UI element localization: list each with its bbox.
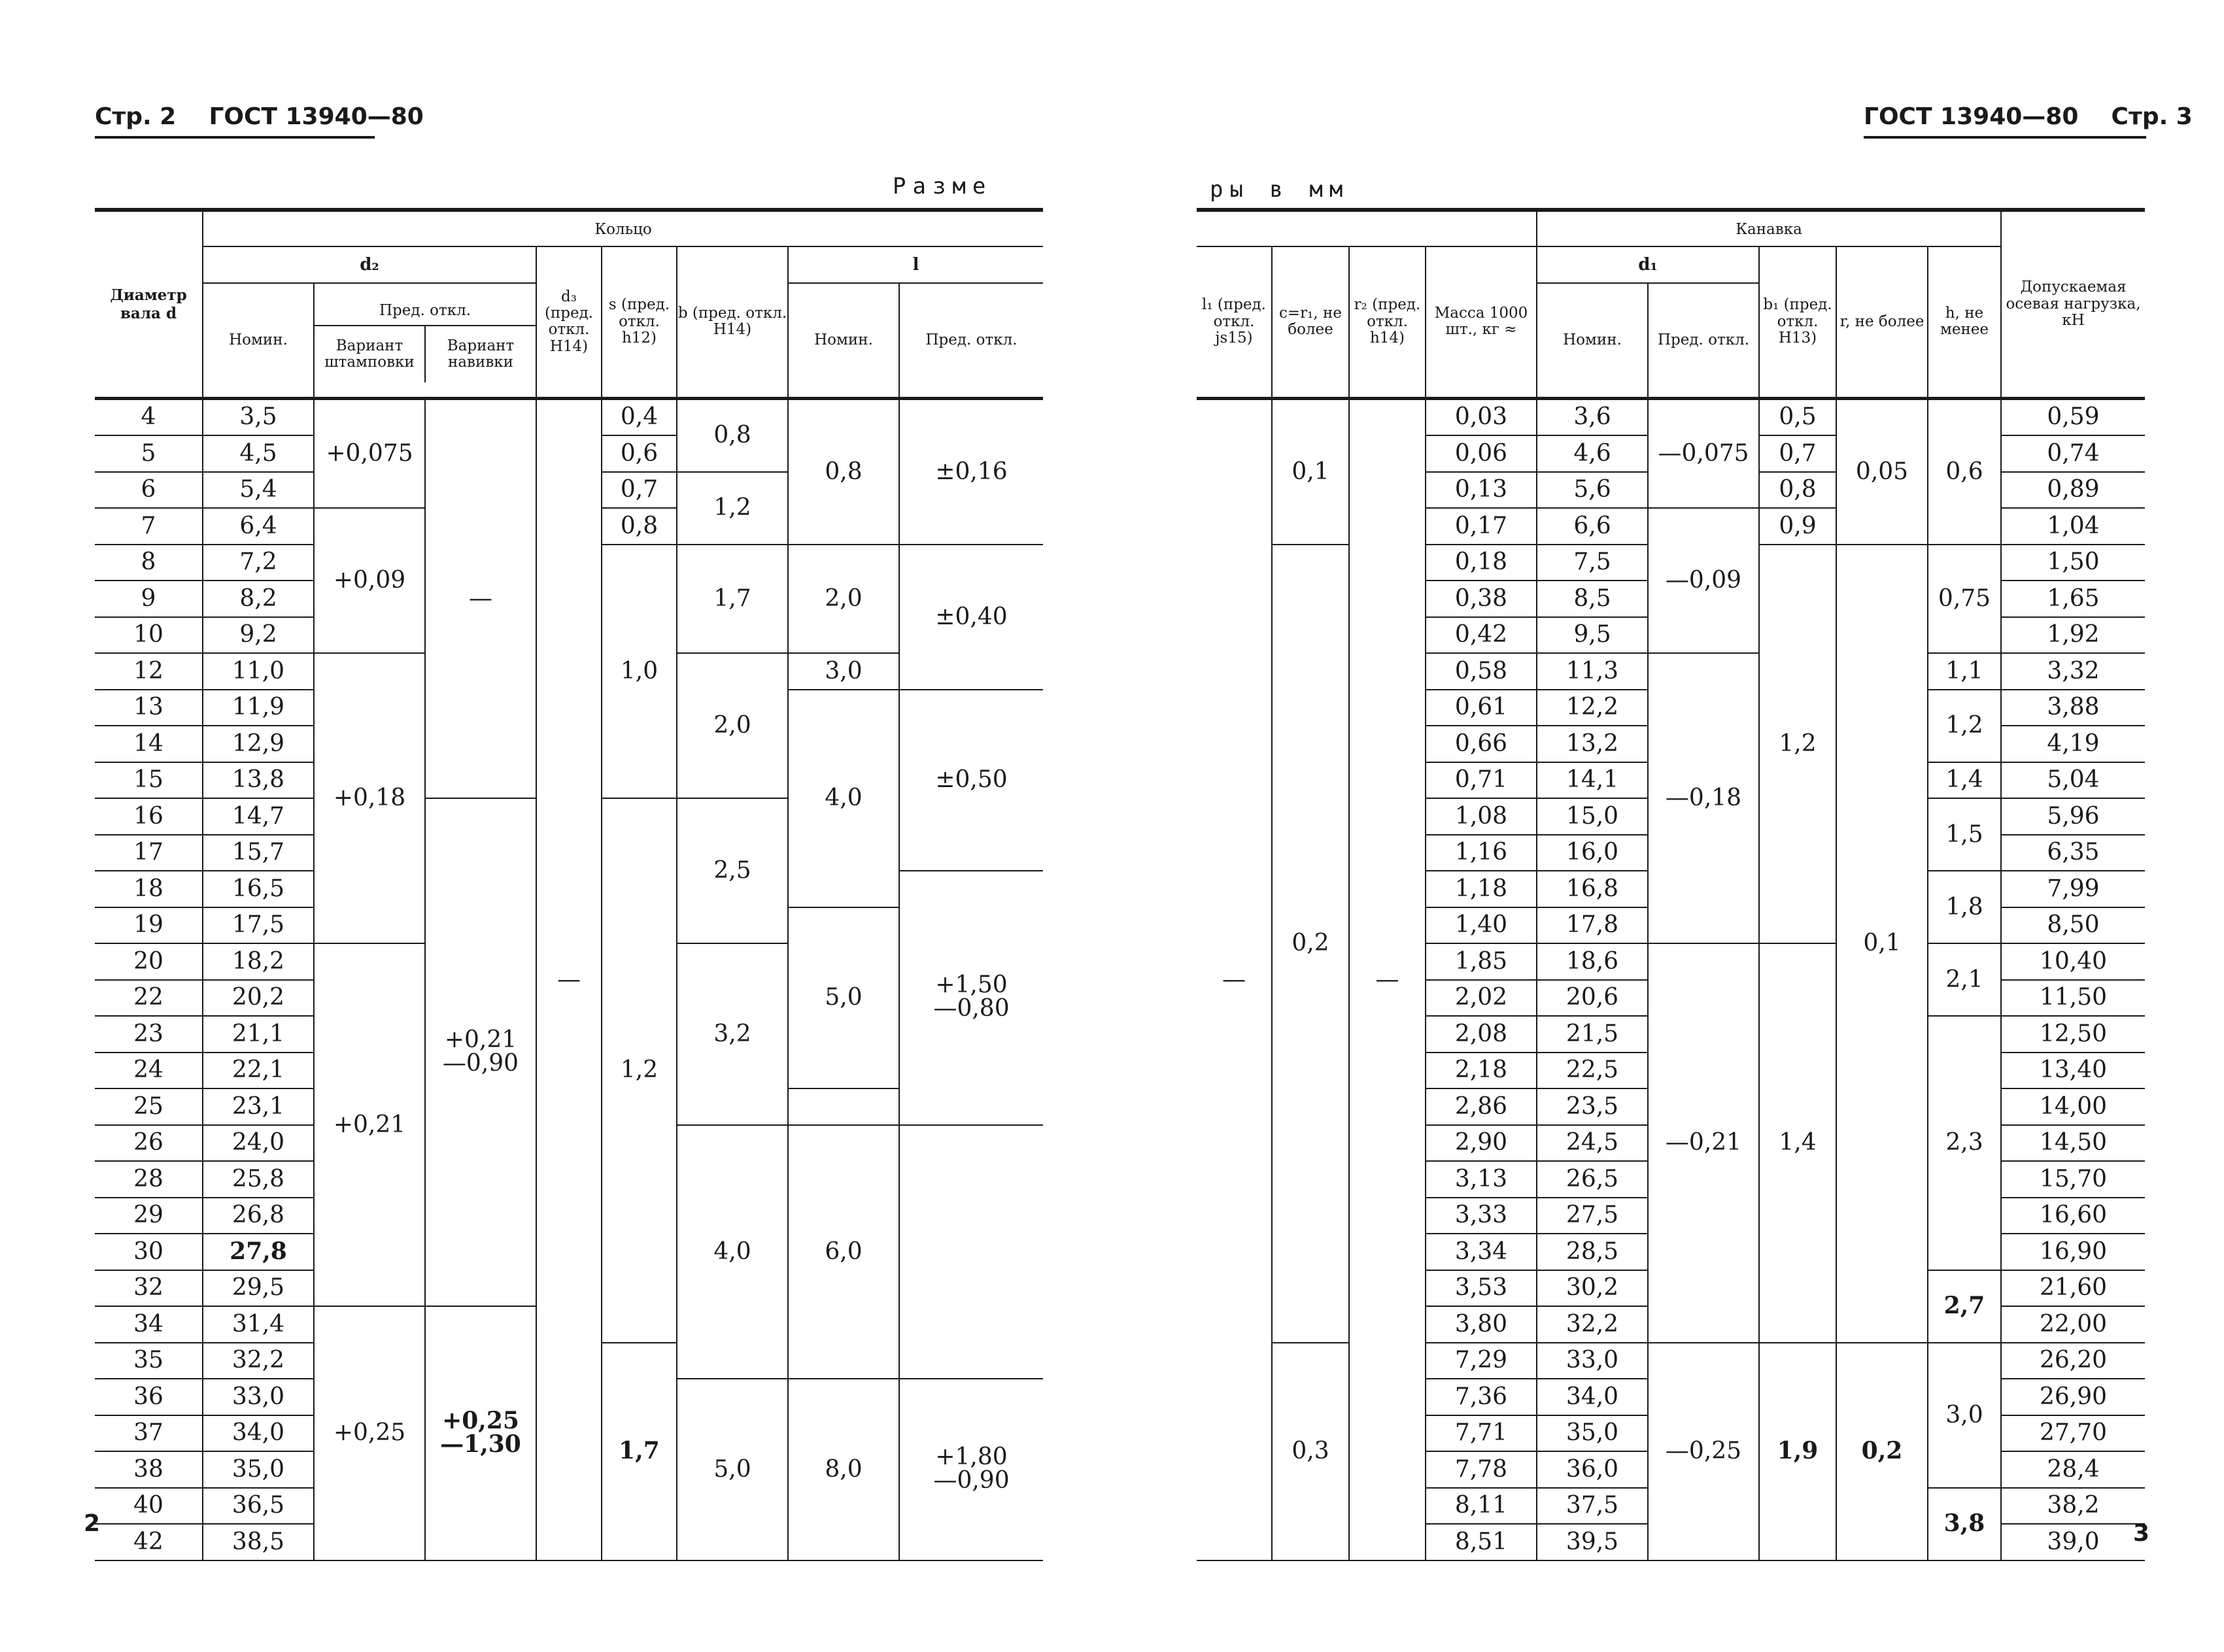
h-cell: 3,8 [1928,1488,2001,1560]
shaft-diameter-cell: 26 [95,1125,203,1162]
d1-nominal-cell: 33,0 [1537,1343,1648,1379]
l-dev-cell: ±0,50 [899,690,1043,871]
b-cell: 1,7 [677,545,788,654]
mass-cell: 0,13 [1426,472,1537,509]
d2-nominal-cell: 36,5 [203,1488,314,1525]
h-cell: 1,4 [1928,762,2001,799]
s-cell: 0,7 [602,472,677,509]
load-cell: 22,00 [2001,1306,2145,1343]
b-cell: 2,0 [677,653,788,798]
mass-cell: 0,38 [1426,581,1537,617]
mass-cell: 0,58 [1426,653,1537,690]
left-caption: Разме [893,173,993,199]
shaft-diameter-cell: 32 [95,1270,203,1307]
load-cell: 16,60 [2001,1198,2145,1234]
d2-nominal-cell: 5,4 [203,472,314,509]
b1-cell: 0,9 [1759,508,1836,545]
d1-nominal-cell: 15,0 [1537,798,1648,835]
l1-header: l₁ (пред. откл. js15) [1197,246,1272,398]
mass-cell: 1,85 [1426,943,1537,980]
stamp-dev-cell: +0,21 [314,943,425,1306]
b1-cell: 1,4 [1759,943,1836,1343]
right-page-label: Стр. 3 [2111,103,2193,130]
load-cell: 14,50 [2001,1125,2145,1162]
shaft-diameter-cell: 6 [95,472,203,509]
shaft-diameter-cell: 5 [95,435,203,472]
d1-nominal-cell: 13,2 [1537,726,1648,762]
d1-nominal-cell: 11,3 [1537,653,1648,690]
load-cell: 13,40 [2001,1053,2145,1089]
d2-nominal-cell: 4,5 [203,435,314,472]
d1-nominal-cell: 8,5 [1537,581,1648,617]
b-cell: 1,2 [677,472,788,545]
b-cell: 5,0 [677,1379,788,1560]
l-dev-cell: +1,80 —0,90 [899,1379,1043,1560]
shaft-diameter-cell: 25 [95,1088,203,1125]
c-cell: 0,2 [1272,545,1349,1343]
l-nominal-cell: 5,0 [788,907,899,1089]
mass-cell: 7,78 [1426,1451,1537,1488]
b1-cell: 0,5 [1759,398,1836,435]
right-header-blank [1197,210,1537,246]
d2-nominal-cell: 21,1 [203,1016,314,1053]
l-nominal-cell: 6,0 [788,1125,899,1379]
shaft-diameter-cell: 29 [95,1198,203,1234]
stamping-variant-header: Вариант штамповки [315,326,426,383]
d2-nominal-cell: 24,0 [203,1125,314,1162]
h-cell: 2,3 [1928,1016,2001,1270]
d1-nominal-cell: 7,5 [1537,545,1648,581]
load-cell: 27,70 [2001,1415,2145,1452]
mass-cell: 3,34 [1426,1234,1537,1270]
d1-nominal-cell: 24,5 [1537,1125,1648,1162]
b-header: b (пред. откл. H14) [677,246,788,398]
load-cell: 39,0 [2001,1524,2145,1560]
d3-cell: — [536,398,602,1560]
l-dev-cell: ±0,16 [899,398,1043,545]
d2-nominal-cell: 31,4 [203,1306,314,1343]
shaft-diameter-cell: 17 [95,835,203,871]
b1-cell: 1,2 [1759,545,1836,944]
shaft-diameter-cell: 36 [95,1379,203,1415]
d1-nominal-cell: 26,5 [1537,1161,1648,1198]
d3-header: d₃ (пред. откл. H14) [536,246,602,398]
d2-nominal-cell: 25,8 [203,1161,314,1198]
mass-cell: 0,17 [1426,508,1537,545]
mass-cell: 3,53 [1426,1270,1537,1307]
mass-cell: 0,03 [1426,398,1537,435]
d1-nominal-cell: 27,5 [1537,1198,1648,1234]
d1-nominal-cell: 23,5 [1537,1088,1648,1125]
load-cell: 5,04 [2001,762,2145,799]
mass-header: Масса 1000 шт., кг ≈ [1426,246,1537,398]
load-cell: 6,35 [2001,835,2145,871]
d2-nominal-cell: 14,7 [203,798,314,835]
left-standard-code: ГОСТ 13940—80 [209,103,424,130]
load-cell: 28,4 [2001,1451,2145,1488]
d1-nominal-cell: 5,6 [1537,472,1648,509]
s-header: s (пред. откл. h12) [602,246,677,398]
h-cell: 2,7 [1928,1270,2001,1343]
d1-nominal-cell: 21,5 [1537,1016,1648,1053]
d1-dev-cell: —0,18 [1648,653,1759,943]
load-cell: 16,90 [2001,1234,2145,1270]
shaft-diameter-cell: 24 [95,1053,203,1089]
d1-nominal-cell: 17,8 [1537,907,1648,944]
mass-cell: 2,08 [1426,1016,1537,1053]
shaft-diameter-cell: 40 [95,1488,203,1525]
d1-nominal-cell: 4,6 [1537,435,1648,472]
mass-cell: 3,33 [1426,1198,1537,1234]
d2-nominal-cell: 8,2 [203,581,314,617]
load-cell: 3,88 [2001,690,2145,726]
d1-dev-cell: —0,21 [1648,943,1759,1343]
c-cell: 0,3 [1272,1343,1349,1560]
b1-cell: 0,8 [1759,472,1836,509]
b1-header: b₁ (пред. откл. H13) [1759,246,1836,398]
d1-header: d₁ [1537,246,1759,283]
winding-variant-header: Вариант навивки [447,337,515,371]
mass-cell: 8,11 [1426,1488,1537,1525]
right-dimensions-table [1197,208,2145,1561]
h-cell: 0,6 [1928,398,2001,545]
d2-nominal-cell: 11,0 [203,653,314,690]
shaft-diameter-cell: 12 [95,653,203,690]
load-cell: 1,65 [2001,581,2145,617]
d2-nominal-cell: 35,0 [203,1451,314,1488]
mass-cell: 0,42 [1426,617,1537,654]
l-nominal-cell: 8,0 [788,1379,899,1560]
load-cell: 10,40 [2001,943,2145,980]
shaft-diameter-cell: 20 [95,943,203,980]
mass-cell: 1,18 [1426,871,1537,907]
mass-cell: 0,18 [1426,545,1537,581]
load-cell: 26,20 [2001,1343,2145,1379]
d2-limit-dev-header: Пред. откл. Вариант штамповки Вариант навивки [314,283,536,398]
d1-nominal-cell: 39,5 [1537,1524,1648,1560]
mass-cell: 7,29 [1426,1343,1537,1379]
shaft-diameter-cell: 14 [95,726,203,762]
load-cell: 1,92 [2001,617,2145,654]
l-nominal-cell: 2,0 [788,545,899,654]
load-cell: 3,32 [2001,653,2145,690]
mass-cell: 0,66 [1426,726,1537,762]
h-cell: 3,0 [1928,1343,2001,1488]
shaft-diameter-cell: 37 [95,1415,203,1452]
d1-nominal-cell: 32,2 [1537,1306,1648,1343]
left-page-header [95,103,424,130]
left-header-rule [95,136,375,139]
load-cell: 0,89 [2001,472,2145,509]
load-cell: 12,50 [2001,1016,2145,1053]
d2-nominal-cell: 6,4 [203,508,314,545]
d1-nominal-cell: 36,0 [1537,1451,1648,1488]
s-cell: 0,8 [602,508,677,545]
load-cell: 38,2 [2001,1488,2145,1525]
d2-nominal-cell: 17,5 [203,907,314,944]
right-page-number: 3 [2133,1520,2150,1547]
d1-nominal-cell: 18,6 [1537,943,1648,980]
r-header: r, не более [1836,246,1928,398]
shaft-diameter-cell: 9 [95,581,203,617]
load-cell: 26,90 [2001,1379,2145,1415]
d1-dev-cell: —0,09 [1648,508,1759,653]
shaft-diameter-cell: 8 [95,545,203,581]
d1-nominal-cell: 9,5 [1537,617,1648,654]
shaft-diameter-cell: 23 [95,1016,203,1053]
load-cell: 7,99 [2001,871,2145,907]
b1-cell: 0,7 [1759,435,1836,472]
shaft-diameter-cell: 35 [95,1343,203,1379]
d1-nominal-cell: 12,2 [1537,690,1648,726]
mass-cell: 3,80 [1426,1306,1537,1343]
mass-cell: 0,61 [1426,690,1537,726]
mass-cell: 2,02 [1426,980,1537,1017]
r2-header: r₂ (пред. откл. h14) [1349,246,1426,398]
d1-nominal-cell: 16,0 [1537,835,1648,871]
l-dev-cell: ±0,40 [899,545,1043,690]
d2-nominal-cell: 34,0 [203,1415,314,1452]
h-header: h, не менее [1928,246,2001,398]
left-dimensions-table [95,208,1043,1561]
d2-nominal-cell: 33,0 [203,1379,314,1415]
mass-cell: 2,90 [1426,1125,1537,1162]
d1-nominal-cell: 30,2 [1537,1270,1648,1307]
s-cell: 0,6 [602,435,677,472]
right-page-header [1864,103,2193,130]
mass-cell: 1,08 [1426,798,1537,835]
mass-cell: 1,40 [1426,907,1537,944]
load-cell: 4,19 [2001,726,2145,762]
r-cell: 0,1 [1836,545,1928,1343]
r2-cell: — [1349,398,1426,1560]
d1-nominal-cell: 37,5 [1537,1488,1648,1525]
shaft-diameter-cell: 16 [95,798,203,835]
s-cell: 1,2 [602,798,677,1343]
d2-nominal-cell: 3,5 [203,398,314,435]
d2-nominal-cell: 18,2 [203,943,314,980]
d2-nominal-cell: 15,7 [203,835,314,871]
load-cell: 1,04 [2001,508,2145,545]
b-cell: 2,5 [677,798,788,943]
l-dev-cell: +1,50 —0,80 [899,871,1043,1125]
shaft-diameter-cell: 28 [95,1161,203,1198]
d1-nominal-cell: 14,1 [1537,762,1648,799]
wind-dev-cell: +0,21 —0,90 [425,798,536,1306]
d2-nominal-cell: 16,5 [203,871,314,907]
d2-header: d₂ [203,246,536,283]
stamp-dev-cell: +0,18 [314,653,425,943]
right-header-rule [1864,136,2146,139]
h-cell: 1,1 [1928,653,2001,690]
shaft-diameter-cell: 7 [95,508,203,545]
d1-nominal-cell: 35,0 [1537,1415,1648,1452]
d2-nominal-cell: 38,5 [203,1524,314,1560]
d1-dev-cell: —0,25 [1648,1343,1759,1560]
d2-nominal-cell: 26,8 [203,1198,314,1234]
d1-nominal-cell: 34,0 [1537,1379,1648,1415]
load-cell: 21,60 [2001,1270,2145,1307]
l-header: l [788,246,1043,283]
r-cell: 0,05 [1836,398,1928,545]
mass-cell: 2,18 [1426,1053,1537,1089]
d2-nominal-header: Номин. [203,283,314,398]
shaft-diameter-cell: 13 [95,690,203,726]
d2-nominal-cell: 20,2 [203,980,314,1017]
right-caption: ры в мм [1210,177,1350,203]
l-nominal-cell: 3,0 [788,653,899,690]
b-cell: 0,8 [677,398,788,472]
l1-cell: — [1197,398,1272,1560]
d2-nominal-cell: 9,2 [203,617,314,654]
mass-cell: 1,16 [1426,835,1537,871]
load-cell: 0,74 [2001,435,2145,472]
stamp-dev-cell: +0,075 [314,398,425,508]
l-nominal-cell: 4,0 [788,690,899,907]
r-cell: 0,2 [1836,1343,1928,1560]
shaft-diameter-cell: 42 [95,1524,203,1560]
shaft-diameter-cell: 34 [95,1306,203,1343]
d2-nominal-cell: 7,2 [203,545,314,581]
ring-header: Кольцо [203,210,1043,246]
b1-cell: 1,9 [1759,1343,1836,1560]
b-cell: 4,0 [677,1125,788,1379]
mass-cell: 2,86 [1426,1088,1537,1125]
h-cell: 1,2 [1928,690,2001,762]
d2-nominal-cell: 29,5 [203,1270,314,1307]
shaft-diameter-header: Диаметр вала d [95,210,203,398]
wind-dev-cell: +0,25 —1,30 [425,1306,536,1560]
shaft-diameter-cell: 10 [95,617,203,654]
d1-nominal-cell: 20,6 [1537,980,1648,1017]
mass-cell: 0,71 [1426,762,1537,799]
load-cell: 5,96 [2001,798,2145,835]
shaft-diameter-cell: 22 [95,980,203,1017]
stamp-dev-cell: +0,25 [314,1306,425,1560]
d1-limit-dev-header: Пред. откл. [1648,283,1759,398]
d1-nominal-cell: 3,6 [1537,398,1648,435]
stamp-dev-cell: +0,09 [314,508,425,653]
d1-nominal-cell: 28,5 [1537,1234,1648,1270]
h-cell: 0,75 [1928,545,2001,654]
load-cell: 8,50 [2001,907,2145,944]
l-limit-dev-header: Пред. откл. [899,283,1043,398]
h-cell: 1,5 [1928,798,2001,871]
load-cell: 15,70 [2001,1161,2145,1198]
mass-cell: 8,51 [1426,1524,1537,1560]
b-cell: 3,2 [677,943,788,1125]
shaft-diameter-cell: 30 [95,1234,203,1270]
left-page-number: 2 [84,1510,101,1537]
s-cell: 0,4 [602,398,677,435]
d2-nominal-cell: 23,1 [203,1088,314,1125]
d1-nominal-header: Номин. [1537,283,1648,398]
h-cell: 2,1 [1928,943,2001,1016]
mass-cell: 7,36 [1426,1379,1537,1415]
load-cell: 0,59 [2001,398,2145,435]
load-cell: 11,50 [2001,980,2145,1017]
c-cell: 0,1 [1272,398,1349,545]
right-standard-code: ГОСТ 13940—80 [1864,103,2079,130]
shaft-diameter-cell: 4 [95,398,203,435]
d1-nominal-cell: 16,8 [1537,871,1648,907]
left-page-label: Стр. 2 [95,103,177,130]
d2-nominal-cell: 27,8 [203,1234,314,1270]
s-cell: 1,0 [602,545,677,799]
s-cell: 1,7 [602,1343,677,1560]
shaft-diameter-cell: 15 [95,762,203,799]
d1-nominal-cell: 6,6 [1537,508,1648,545]
shaft-diameter-cell: 38 [95,1451,203,1488]
mass-cell: 7,71 [1426,1415,1537,1452]
h-cell: 1,8 [1928,871,2001,943]
mass-cell: 3,13 [1426,1161,1537,1198]
c-header: c=r₁, не более [1272,246,1349,398]
mass-cell: 0,06 [1426,435,1537,472]
d2-nominal-cell: 22,1 [203,1053,314,1089]
wind-dev-cell: — [425,398,536,798]
shaft-diameter-cell: 19 [95,907,203,944]
d2-nominal-cell: 12,9 [203,726,314,762]
load-cell: 14,00 [2001,1088,2145,1125]
load-cell: 1,50 [2001,545,2145,581]
l-nominal-cell: 0,8 [788,398,899,545]
groove-header: Канавка [1537,210,2001,246]
shaft-diameter-cell: 18 [95,871,203,907]
d1-nominal-cell: 22,5 [1537,1053,1648,1089]
d2-nominal-cell: 13,8 [203,762,314,799]
d2-nominal-cell: 11,9 [203,690,314,726]
d1-dev-cell: —0,075 [1648,398,1759,508]
l-nominal-header: Номин. [788,283,899,398]
axial-load-header: Допускаемая осевая нагрузка, кН [2001,210,2145,398]
d2-nominal-cell: 32,2 [203,1343,314,1379]
